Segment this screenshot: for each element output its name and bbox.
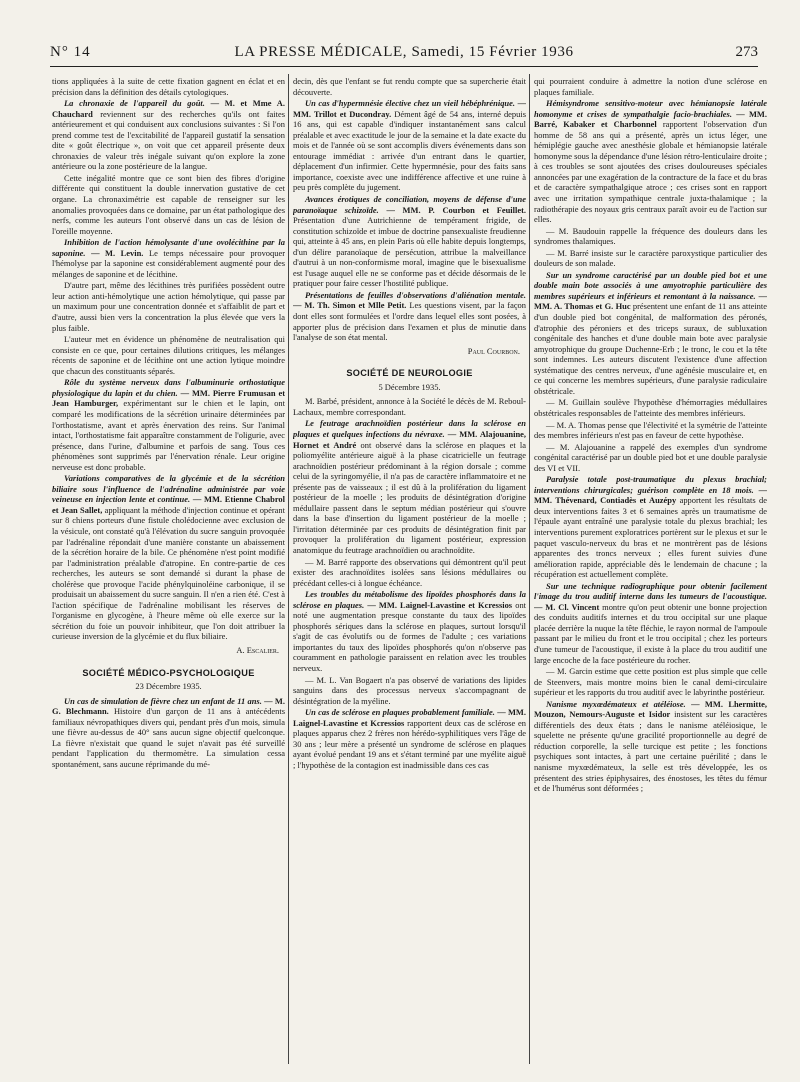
section-date: 23 Décembre 1935.: [135, 681, 202, 692]
paragraph: — M. L. Van Bogaert n'a pas observé de variations des lipides sanguins dans des processus nerveux s'accompagnant de désintégration de la myéline.: [293, 674, 526, 706]
paragraph: tions appliquées à la suite de cette fixation gagnent en éclat et en précision dans la définition des détails cytologiques.: [52, 76, 285, 97]
article-title: Avances érotiques de conciliation, moyens de défense d'une paranoïaque schizoïde.: [293, 194, 526, 215]
article-text: apportent les résultats de deux interventions faites 3 et 6 semaines après un traumatisme de l'épaule ayant entraîné une paralysie totale du plexus brachial; les interventions purement exploratrices portèrent sur le plexus et sur le paquet vasculo-nerveux du bras et ne montrèrent pas de lésions apparentes des troncs nerveux ; elles furent suivies d'une amélioration rapide, appréciable dès le lendemain de chacune ; la récupération est actuellement complète.: [534, 495, 767, 580]
article-paragraph: [534, 581, 767, 665]
paragraph: D'autre part, même des lécithines très purifiées possèdent outre leur action anti-hémolytique une action hémolytique, qui passe par un maximum pour une concentration donnée et s'affaiblit de part et d'autre, aussi bien vers la concentration la plus élevée que vers la plus faible.: [52, 280, 285, 333]
article-paragraph: [293, 194, 526, 289]
author-names: — M. G. Blechmann.: [52, 695, 285, 717]
article-text: ont noté une augmentation presque constante du taux des lipoïdes phosphorés sériques dans la sclérose en plaques, surtout lorsqu'il s'agit de cas évolutifs ou de formes de l'adulte ; ces variations importantes du taux des lipoïdes phosphorés qu'on n'observe pas couramment en pathologie paraissent en relation avec les troubles nerveux.: [293, 599, 526, 673]
article-text: Présentation d'une Autrichienne de tempérament frigide, de constitution schizoïde et imbue de doctrine pansexualiste freudienne qui, atteinte à 45 ans, en plein Paris où elle habite depuis longtemps, d'un délire paranoïaque de persécution, attribue la malveillance d'autrui à un non-conformisme moral, imagine que le bisexualisme est l'usage auquel elle ne se conforme pas et décide désormais de le pratiquer pour faire cesser l'hostilité publique.: [293, 215, 526, 289]
article-title: Les troubles du métabolisme des lipoïdes phosphorés dans la sclérose en plaques.: [293, 589, 526, 610]
article-paragraph: [293, 418, 526, 555]
article-paragraph: [534, 98, 767, 225]
article-paragraph: [293, 98, 526, 193]
paragraph: — M. Baudouin rappelle la fréquence des douleurs dans les syndromes thalamiques.: [534, 225, 767, 247]
author-names: — M. Th. Simon et Mlle Petit.: [293, 300, 407, 311]
article-paragraph: [293, 707, 526, 770]
article-text: présentent une enfant de 11 ans atteinte d'un double pied bot congénital, de malformation des péronés, d'atrophie des péroniers et des triceps suraux, de subluxation congénitale des hanches et d'une double main bote avec paralysie amyotrophique du groupe Duchenne-Erb ; le tronc, le cou et la tête sont indemnes. Les auteurs discutent l'existence d'une affection systématique des centres nerveux, d'une agénésie musculaire et, en ce qui concerne les membres supérieurs, d'une paralysie radiculaire obstétricale.: [534, 301, 767, 396]
paragraph: L'auteur met en évidence un phénomène de neutralisation qui consiste en ce que, pour certaines dilutions critiques, les mélanges récents de saponine et de lécithine ont une action lytique moindre que chacun des constituants séparés.: [52, 334, 285, 376]
signature: A. Escalier.: [236, 644, 279, 655]
article-title: Hémisyndrome sensitivo-moteur avec hémianopsie latérale homonyme et crises de sympathalgie facio-brachiales.: [534, 98, 767, 119]
author-names: — MM. Trillot et Ducondray.: [293, 98, 526, 119]
article-title: Présentations de feuilles d'observations d'aliénation mentale.: [305, 289, 526, 300]
article-title: Le feutrage arachnoïdien postérieur dans la sclérose en plaques et quelques infections du névraxe.: [293, 418, 526, 439]
article-title: La chronaxie de l'appareil du goût.: [64, 98, 205, 109]
article-text: Les questions visent, par la façon dont elles sont formulées et l'ordre dans lequel elles sont posées, à apporter plus de précision dans l'examen et plus de minutie dans l'analyse de son état mental.: [293, 300, 526, 343]
article-title: Inhibition de l'action hémolysante d'une ovolécithine par la saponine.: [52, 237, 285, 258]
section-heading: SOCIÉTÉ MÉDICO-PSYCHOLOGIQUE: [82, 667, 255, 678]
article-title: Sur un syndrome caractérisé par un double pied bot et une double main bote associés à une amyotrophie particulière des membres supérieurs et inférieurs et remontant à la naissance.: [534, 269, 767, 301]
signature: Paul Courbon.: [467, 345, 520, 356]
author-names: — MM. Laignel-Lavastine et Kcressios: [367, 599, 513, 610]
article-text: montre qu'on peut obtenir une bonne projection des conduits auditifs internes et du trou occipital sur une plaque placée derrière la nuque la tête fléchie, le rayon normal de l'ampoule passant par le milieu du front et le trou occipital ; chez les porteurs d'une tumeur de l'acoustique, il existe à la place du trou auditif une large encoche de la face postérieure du rocher.: [534, 601, 767, 665]
author-names: — MM. Alajouanine, Hornet et André: [293, 428, 526, 450]
paragraph: — M. Garcin estime que cette position est plus simple que celle de Steenvers, mais montre moins bien le canal demi-circulaire supérieur et les rapports du trou auditif avec le labyrinthe postérieur.: [534, 666, 767, 698]
article-text: ont observé dans la sclérose en plaques et la poliomyélite antérieure aiguë à la phase cicatricielle un feutrage arachnoïdien postérieur prédominant à la région dorsale ; comme celui de la syringomyélie, il n'a pas de caractère inflammatoire et ne présente pas de vaisseaux ; il est dû à la prolifération du ligament postérieur de la moelle ; les produits de désintégration d'origine médullaire passent dans le septum médian postérieur qui s'ouvre dans la base d'insertion du ligament postérieur de la moelle ; l'irritation déterminée par ces produits de désintégration finit par provoquer la prolifération du ligament postérieur, expression anatomique du feutrage arachnoïdien ou arachnoïdite.: [293, 439, 526, 555]
author-names: — M. Levin.: [91, 247, 144, 258]
column-1: [52, 76, 285, 1066]
article-text: rapportent deux cas de sclérose en plaques apparus chez 2 frères non hérédo-syphilitiques vers l'âge de 30 ans ; leur mère a présenté un syndrome de sclérose en plaques ayant évolué pendant 19 ans et s'étant terminé par une myélite aiguë ; l'hypothèse de la contagion est inadmissible dans ces cas: [293, 717, 526, 770]
article-paragraph: [52, 237, 285, 279]
article-title: Nanisme myxœdémateux et atéléiose.: [546, 698, 686, 709]
article-text: expérimentant sur le chien et le lapin, ont comparé les modifications de la sécrétion urinaire déterminées par l'orthostatisme, avant et après énervation des reins. Sur l'animal intact, l'orthostatisme fait apparaître constamment de l'oligurie, avec présence, dans l'urine, d'albumine et parfois de sang. Tous ces phénomènes sont supprimés par l'énervation rénale. Leur origine nerveuse est donc probable.: [52, 398, 285, 472]
article-paragraph: [52, 98, 285, 172]
paragraph: — M. Barré insiste sur le caractère paroxystique particulier des douleurs de son malade.: [534, 247, 767, 269]
article-text: appliquant la méthode d'injection continue et opérant sur 8 chiens porteurs d'une fistule cholédocienne avec exclusion de la vésicule, ont constaté qu'à l'élévation du sucre sanguin provoquée par l'adrénaline répondait d'une manière constante un abaissement de la sécrétion horaire de la bile. Ce phénomène n'est point modifié par l'administration préalable d'atropine. En contre-partie de ces recherches, les auteurs se sont demandé si durant la phase de cholérèse que provoque l'acide phénylquinoléine carbonique, il se produisait un abaissement du sucre sanguin. Il n'en a rien été. C'est à l'action spécifique de l'adrénaline mobilisant les réserves de l'organisme en glycogène, à l'heure même où elle exerce sur la sécrétion du foie un pouvoir inhibiteur, que l'on doit attribuer la curieuse inversion de la glycémie et du flux biliaire.: [52, 504, 285, 642]
paragraph: decin, dès que l'enfant se fut rendu compte que sa supercherie était découverte.: [293, 76, 526, 97]
author-names: — MM. A. Thomas et G. Huc: [534, 290, 767, 312]
article-title: Un cas de simulation de fièvre chez un enfant de 11 ans.: [64, 695, 262, 706]
article-title: Paralysie totale post-traumatique du plexus brachial; interventions chirurgicales; guérison complète en 18 mois.: [534, 474, 767, 495]
article-text: insistent sur les caractères différentiels des deux états ; dans le nanisme atéléiosique, le squelette ne présente qu'une gracilité proportionnelle au degré de réduction corporelle, la selle turcique est petite ; les fonctions psychiques sont intactes, à part une certaine puérilité ; dans le nanisme myxœdémateux, la selle est très développée, les os présentent des stries épiphysaires, des énostoses, les têtes du fémur et de l'humérus sont déformées ;: [534, 709, 767, 794]
paragraph: — M. Barré rapporte des observations qui démontrent qu'il peut exister des arachnoïdites isolées sans lésions médullaires ou précédant celles-ci à longue échéance.: [293, 556, 526, 588]
author-names: — M. Cl. Vincent: [534, 601, 600, 612]
author-names: — MM. Pierre Frumusan et Jean Hamburger,: [52, 387, 285, 409]
journal-title: LA PRESSE MÉDICALE, Samedi, 15 Février 1936: [234, 44, 574, 60]
section-date: 5 Décembre 1935.: [378, 381, 441, 392]
author-names: — MM. Thévenard, Contiadès et Auzépy: [534, 484, 767, 506]
column-3: [534, 76, 767, 1066]
article-text: Histoire d'un garçon de 11 ans à antécédents familiaux névropathiques divers qui, pendant près d'un mois, simula une fièvre au-dessus de 40° sans aucun signe objectif quelconque. La fièvre n'existait que quand le sujet n'avait pas été surveillé pendant l'application du thermomètre. La simulation cessa spontanément, sans aucune réprimande du mé-: [52, 706, 285, 769]
article-paragraph: [534, 270, 767, 397]
column-divider: [288, 74, 289, 1064]
article-paragraph: [293, 589, 526, 673]
article-text: reviennent sur des recherches qu'ils ont faites antérieurement et qui conduisent aux conclusions suivantes : Si l'on prend comme test de l'excitabilité de l'appareil gustatif la sensation dite « goût électrique », on voit que cet appareil présente deux chronaxies de valeur très inégale suivant qu'on explore la zone antérieure ou la zone postérieure de la langue.: [52, 108, 285, 172]
article-paragraph: [52, 377, 285, 472]
section-heading: SOCIÉTÉ DE NEUROLOGIE: [346, 368, 473, 379]
article-paragraph: [52, 473, 285, 642]
article-title: Sur une technique radiographique pour obtenir facilement l'image du trou auditif interne dans les tumeurs de l'acoustique.: [534, 580, 767, 602]
article-paragraph: [534, 699, 767, 794]
author-names: — MM. Lhermitte, Mouzon, Nemours-Auguste et Isidor: [534, 698, 767, 720]
article-text: rapportent l'observation d'un homme de 58 ans qui a présenté, après un ictus léger, une hémiplégie gauche avec anesthésie globale et hémianopsie latérale homonyme sous la dépendance d'une lésion rétro-lenticulaire droite ; à ces troubles se sont ajoutées des crises douloureuses spéciales annoncées par une exagération de la contracture de la face et du bras et de caractère sympathalgique atroce ; ces crises sont en rapport avec une irritation sympathique centrale juxta-thalamique ; la radiothérapie des noyaux gris centraux paraît avoir eu de l'action sur elles.: [534, 119, 767, 225]
paragraph: Cette inégalité montre que ce sont bien des fibres d'origine différente qui constituent la double innervation gustative de cet organe. La chronaximétrie est capable de renseigner sur les anomalies provoquées dans ce domaine, par un état pathologique des nerfs, comme les auteurs l'ont observé dans un cas de lésion de l'oreille moyenne.: [52, 172, 285, 236]
issue-number: N° 14: [50, 44, 91, 60]
page-header: [50, 44, 758, 67]
article-title: Variations comparatives de la glycémie et de la sécrétion biliaire sous l'influence de l'adrénaline administrée par voie veineuse en injection lente et continue.: [52, 473, 285, 505]
paragraph: — M. Alajouanine a rappelé des exemples d'un syndrome congénital caractérisé par un double pied bot et une double paralysie des VI et VII.: [534, 441, 767, 473]
paragraph: qui pourraient conduire à admettre la notion d'une sclérose en plaques familiale.: [534, 76, 767, 97]
paragraph: M. Barbé, président, annonce à la Société le décès de M. Reboul-Lachaux, membre correspondant.: [293, 396, 526, 417]
author-names: — MM. Barré, Kabaker et Charbonnel: [534, 108, 767, 130]
article-title: Rôle du système nerveux dans l'albuminurie orthostatique physiologique du lapin et du chien.: [52, 377, 285, 398]
article-paragraph: [293, 290, 526, 343]
page-number: 273: [735, 44, 758, 60]
article-title: Un cas de sclérose en plaques probablement familiale.: [305, 707, 495, 718]
article-title: Un cas d'hypermnésie élective chez un vieil hébéphrénique.: [305, 98, 515, 109]
author-names: — M. et Mme A. Chauchard: [52, 98, 285, 119]
column-2: [293, 76, 526, 1066]
paragraph: — M. Guillain soulève l'hypothèse d'hémorragies médullaires obstétricales responsables de l'atteinte des membres inférieurs.: [534, 397, 767, 418]
article-text: Dément âgé de 54 ans, interné depuis 16 ans, qui est capable d'indiquer instantanément sans calcul préalable et avec exactitude le jour de la semaine et la date exacte du mois et de l'année où se sont accomplis divers événements dans son entourage immédiat : arrivée d'un entrant dans le quartier, déplacement d'un infirmier. Cette hypermnésie, pour des faits sans importance, coexiste avec une indifférence affective et une ruine à peu près complète du jugement.: [293, 108, 526, 193]
article-text: Le temps nécessaire pour provoquer l'hémolyse par la saponine est considérablement augmenté pour des mélanges de saponine et de lécithine.: [52, 247, 285, 279]
author-names: — MM. Laignel-Lavastine et Kcressios: [293, 707, 526, 728]
author-names: — MM. Etienne Chabrol et Jean Sallet,: [52, 494, 285, 515]
paragraph: — M. A. Thomas pense que l'électivité et la symétrie de l'atteinte des membres inférieurs n'est pas en faveur de cette hypothèse.: [534, 419, 767, 441]
author-names: — MM. P. Courbon et Feuillet.: [386, 204, 526, 215]
article-paragraph: [52, 696, 285, 770]
column-divider: [529, 74, 530, 1064]
article-paragraph: [534, 474, 767, 579]
